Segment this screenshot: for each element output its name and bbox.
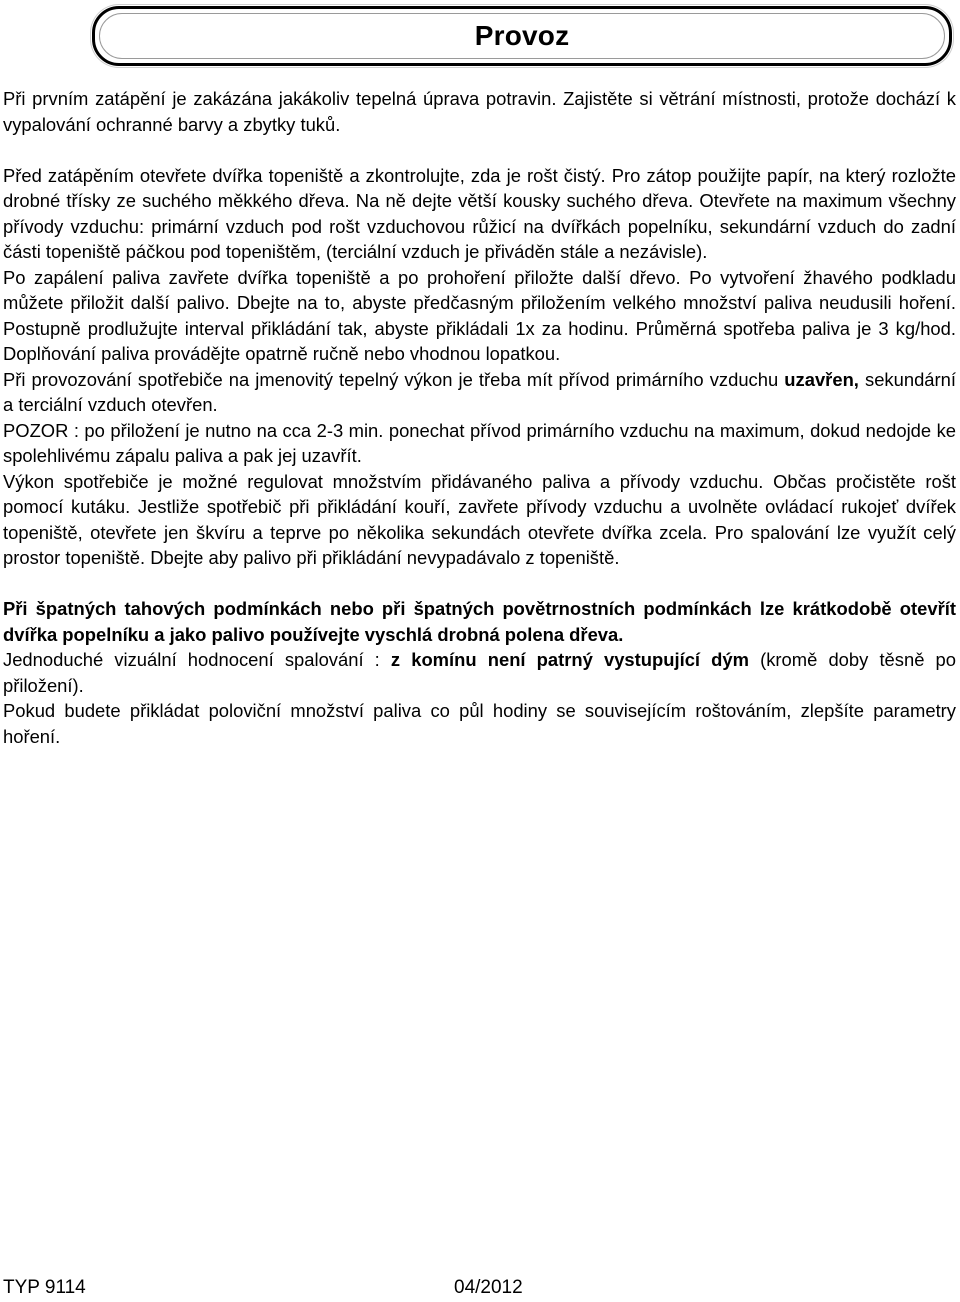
paragraph-nominal-output-bold: uzavřen, — [784, 368, 859, 390]
paragraph-nominal-output-text-1: Při provozování spotřebiče na jmenovitý tepelný výkon je třeba mít přívod primárního vzduchu — [3, 368, 785, 390]
paragraph-before-heating: Před zatápěním otevřete dvířka topeniště a zkontrolujte, zda je rošt čistý. Pro zátop použijte papír, na který rozložte drobné třísky ze suchého měkkého dřeva. Na ně dejte větší kousky suchého dřeva. Otevřete na maximum všechny přívody vzduchu: primární vzduch pod rošt vzduchovou růžicí na dvířkách popelníku, sekundární vzduch do zadní části topeniště páčkou pod topeništěm, (terciální vzduch je přiváděn stále a nezávisle). — [3, 164, 956, 262]
paragraph-first-heating: Při prvním zatápění je zakázána jakákoliv tepelná úprava potravin. Zajistěte si větrání místnosti, protože dochází k vypalování ochranné barvy a zbytky tuků. — [3, 88, 956, 135]
paragraph-visual-evaluation — [3, 647, 956, 698]
document-body — [3, 86, 956, 749]
paragraph-visual-evaluation-bold: z komínu není patrný vystupující dým — [390, 649, 749, 670]
paragraph-output-regulation: Výkon spotřebiče je možné regulovat množstvím přidávaného paliva a přívody vzduchu. Občas pročistěte rošt pomocí kutáku. Jestliže spotřebič při přikládání kouří, zavřete přívody vzduchu a uvolněte ovládací rukojeť dvířek topeniště, otevřete jen škvíru a teprve po několika sekundách otevřete dvířka zcela. Pro spalování lze využít celý prostor topeniště. Dbejte aby palivo při přikládání nevypadávalo z topeniště. — [3, 470, 956, 568]
footer-date: 04/2012 — [454, 1277, 523, 1298]
paragraph-bad-draught — [3, 596, 956, 647]
paragraph-visual-evaluation-text-1: Jednoduché vizuální hodnocení spalování : — [3, 649, 391, 670]
title-box — [92, 6, 952, 66]
paragraph-bad-draught-bold: Při špatných tahových podmínkách nebo při špatných povětrnostních podmínkách lze krátkodobě otevřít dvířka popelníku a jako palivo používejte vyschlá drobná polena dřeva. — [3, 598, 956, 645]
paragraph-visual-evaluation-text-2: (kromě doby těsně po přiložení). — [3, 649, 957, 696]
paragraph-warning: POZOR : po přiložení je nutno na cca 2-3 min. ponechat přívod primárního vzduchu na maximum, dokud nedojde ke spolehlivému zápalu paliva a pak jej uzavřít. — [3, 419, 956, 466]
paragraph-spacer — [3, 137, 956, 163]
page-title: Provoz — [474, 20, 570, 51]
paragraph-after-ignition: Po zapálení paliva zavřete dvířka topeniště a po prohoření přiložte další dřevo. Po vytvoření žhavého podkladu můžete přiložit další palivo. Dbejte na to, abyste předčasným přiložením velkého množství paliva neudusili hoření. Postupně prodlužujte interval přikládání tak, abyste přikládali 1x za hodinu. Průměrná spotřeba paliva je 3 kg/hod. Doplňování paliva provádějte opatrně ručně nebo vhodnou lopatkou. — [3, 266, 956, 364]
paragraph-half-fuel: Pokud budete přikládat poloviční množství paliva co půl hodiny se souvisejícím roštováním, zlepšíte parametry hoření. — [3, 700, 956, 747]
paragraph-nominal-output — [3, 367, 956, 418]
paragraph-nominal-output-text-2: sekundární a terciální vzduch otevřen. — [3, 368, 956, 415]
footer-model: TYP 9114 — [3, 1277, 86, 1298]
paragraph-spacer — [3, 571, 956, 597]
